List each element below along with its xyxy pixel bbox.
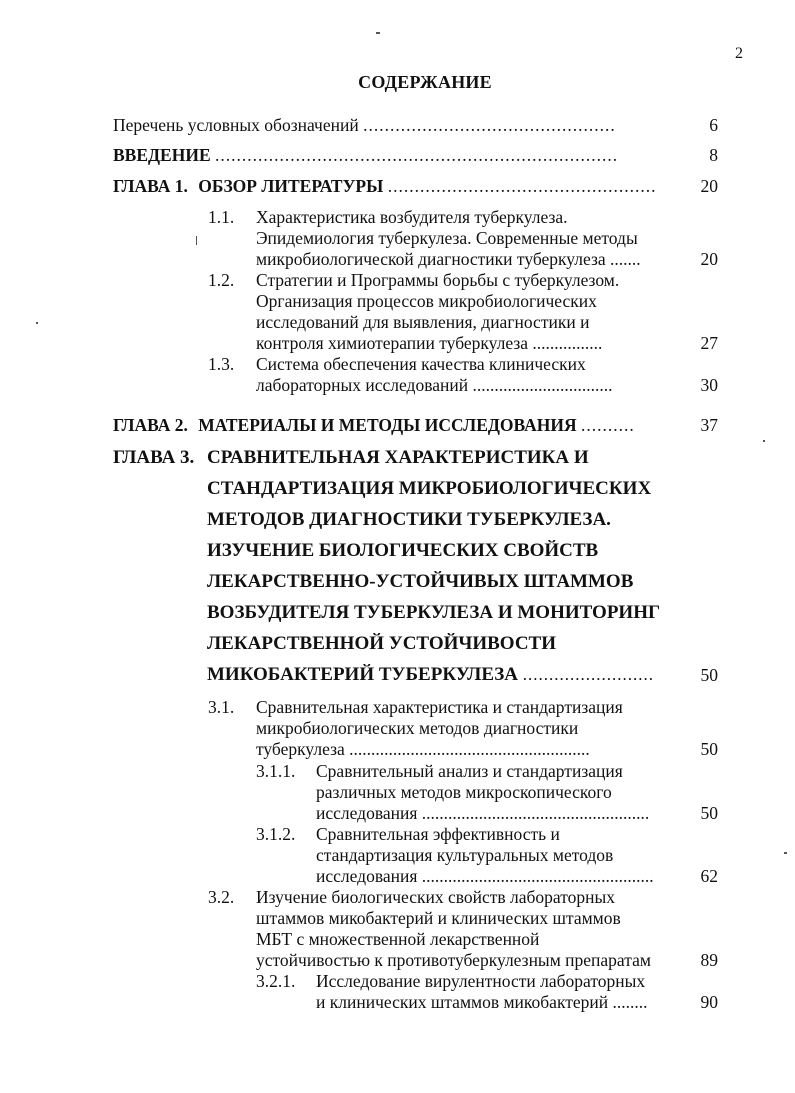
toc-entry-text: ВВЕДЕНИЕ (113, 145, 211, 165)
toc-entry-line[interactable]: стандартизация культуральных методов (316, 845, 614, 865)
toc-entry-last-line[interactable] (207, 664, 685, 685)
toc-section-number: 3.1. (208, 697, 235, 717)
toc-entry-line[interactable]: микробиологических методов диагностики (256, 718, 579, 738)
toc-section-number: 1.3. (208, 354, 235, 374)
toc-page-number: 50 (700, 665, 718, 685)
toc-entry-abbrev[interactable] (113, 115, 693, 136)
toc-page-number: 8 (709, 145, 718, 165)
toc-entry-chapter-2[interactable] (113, 415, 688, 436)
toc-entry-intro[interactable] (113, 145, 688, 166)
toc-entry-line[interactable]: МЕТОДОВ ДИАГНОСТИКИ ТУБЕРКУЛЕЗА. (207, 509, 611, 530)
toc-entry-line[interactable]: Система обеспечения качества клинических (256, 354, 586, 374)
toc-page-number: 89 (700, 950, 718, 970)
toc-entry-line[interactable]: ИЗУЧЕНИЕ БИОЛОГИЧЕСКИХ СВОЙСТВ (207, 540, 599, 561)
toc-page-number: 62 (700, 866, 718, 886)
toc-section-number: 3.1.1. (256, 761, 296, 781)
toc-entry-line[interactable]: Характеристика возбудителя туберкулеза. (256, 207, 568, 227)
toc-leader-dots: ........................................................................... (215, 145, 619, 165)
toc-entry-text: Перечень условных обозначений (113, 115, 359, 135)
toc-page-number: 30 (700, 375, 718, 395)
toc-chapter-label: ГЛАВА 3. (113, 447, 195, 468)
toc-entry-line[interactable]: Сравнительный анализ и стандартизация (316, 761, 623, 781)
scan-speck (784, 852, 787, 854)
toc-chapter-label: ГЛАВА 1. (113, 176, 188, 196)
toc-section-number: 1.1. (208, 207, 235, 227)
toc-entry-line[interactable]: Сравнительная характеристика и стандартизация (256, 697, 623, 717)
toc-entry-line[interactable]: Исследование вирулентности лабораторных (316, 971, 646, 991)
toc-entry-line[interactable]: исследования ..................................................... (316, 866, 654, 886)
toc-section-number: 1.2. (208, 270, 235, 290)
toc-entry-line[interactable]: Организация процессов микробиологических (256, 291, 597, 311)
page-title: СОДЕРЖАНИЕ (358, 72, 492, 92)
toc-entry-line[interactable]: СТАНДАРТИЗАЦИЯ МИКРОБИОЛОГИЧЕСКИХ (207, 478, 652, 499)
scan-speck (36, 322, 38, 324)
toc-entry-line[interactable]: Эпидемиология туберкулеза. Современные методы (256, 228, 638, 248)
toc-entry-text: ОБЗОР ЛИТЕРАТУРЫ (198, 176, 384, 196)
toc-page-number: 50 (700, 739, 718, 759)
toc-leader-dots: .................................................. (387, 176, 657, 196)
toc-entry-text: МИКОБАКТЕРИЙ ТУБЕРКУЛЕЗА (207, 664, 518, 685)
toc-entry-line[interactable]: СРАВНИТЕЛЬНАЯ ХАРАКТЕРИСТИКА И (207, 447, 589, 468)
toc-entry-line[interactable]: МБТ с множественной лекарственной (256, 929, 540, 949)
toc-entry-line[interactable]: штаммов микобактерий и клинических штаммов (256, 908, 621, 928)
scan-speck (376, 32, 380, 34)
toc-entry-line[interactable]: туберкулеза ....................................................... (256, 739, 590, 759)
toc-section-number: 3.2. (208, 887, 235, 907)
toc-entry-line[interactable]: Изучение биологических свойств лабораторных (256, 887, 616, 907)
toc-entry-text: МАТЕРИАЛЫ И МЕТОДЫ ИССЛЕДОВАНИЯ (198, 415, 577, 435)
toc-entry-line[interactable]: исследования .................................................... (316, 803, 650, 823)
toc-entry-line[interactable]: различных методов микроскопического (316, 782, 612, 802)
toc-entry-line[interactable]: Сравнительная эффективность и (316, 824, 560, 844)
toc-entry-line[interactable]: контроля химиотерапии туберкулеза ................ (256, 333, 603, 353)
toc-entry-chapter-1[interactable] (113, 176, 683, 197)
toc-entry-line[interactable]: устойчивостью к противотуберкулезным препаратам (256, 950, 651, 970)
toc-page-number: 20 (700, 176, 718, 196)
toc-page-number: 6 (709, 115, 718, 135)
scan-speck (196, 236, 197, 245)
toc-chapter-label: ГЛАВА 2. (113, 415, 188, 435)
toc-page-number: 50 (700, 803, 718, 823)
toc-leader-dots: ......................... (522, 665, 654, 684)
scan-speck (763, 440, 765, 442)
toc-section-number: 3.2.1. (256, 971, 296, 991)
toc-page-number: 27 (700, 333, 718, 353)
toc-page-number: 20 (700, 249, 718, 269)
toc-page-number: 90 (700, 992, 718, 1012)
toc-leader-dots: .......... (580, 415, 635, 435)
toc-entry-line[interactable]: исследований для выявления, диагностики и (256, 312, 590, 332)
toc-entry-line[interactable]: микробиологической диагностики туберкулеза ....... (256, 249, 641, 269)
toc-page-number: 37 (700, 415, 718, 435)
toc-entry-line[interactable]: лабораторных исследований ................................ (256, 375, 613, 395)
toc-entry-line[interactable]: Стратегии и Программы борьбы с туберкулезом. (256, 270, 620, 290)
page-number: 2 (735, 45, 743, 62)
toc-section-number: 3.1.2. (256, 824, 296, 844)
toc-entry-line[interactable]: и клинических штаммов микобактерий ........ (316, 992, 648, 1012)
toc-entry-line[interactable]: ЛЕКАРСТВЕННОЙ УСТОЙЧИВОСТИ (207, 633, 556, 654)
toc-entry-line[interactable]: ВОЗБУДИТЕЛЯ ТУБЕРКУЛЕЗА И МОНИТОРИНГ (207, 602, 661, 623)
toc-entry-line[interactable]: ЛЕКАРСТВЕННО-УСТОЙЧИВЫХ ШТАММОВ (207, 571, 634, 592)
toc-leader-dots: ............................................... (363, 115, 616, 135)
